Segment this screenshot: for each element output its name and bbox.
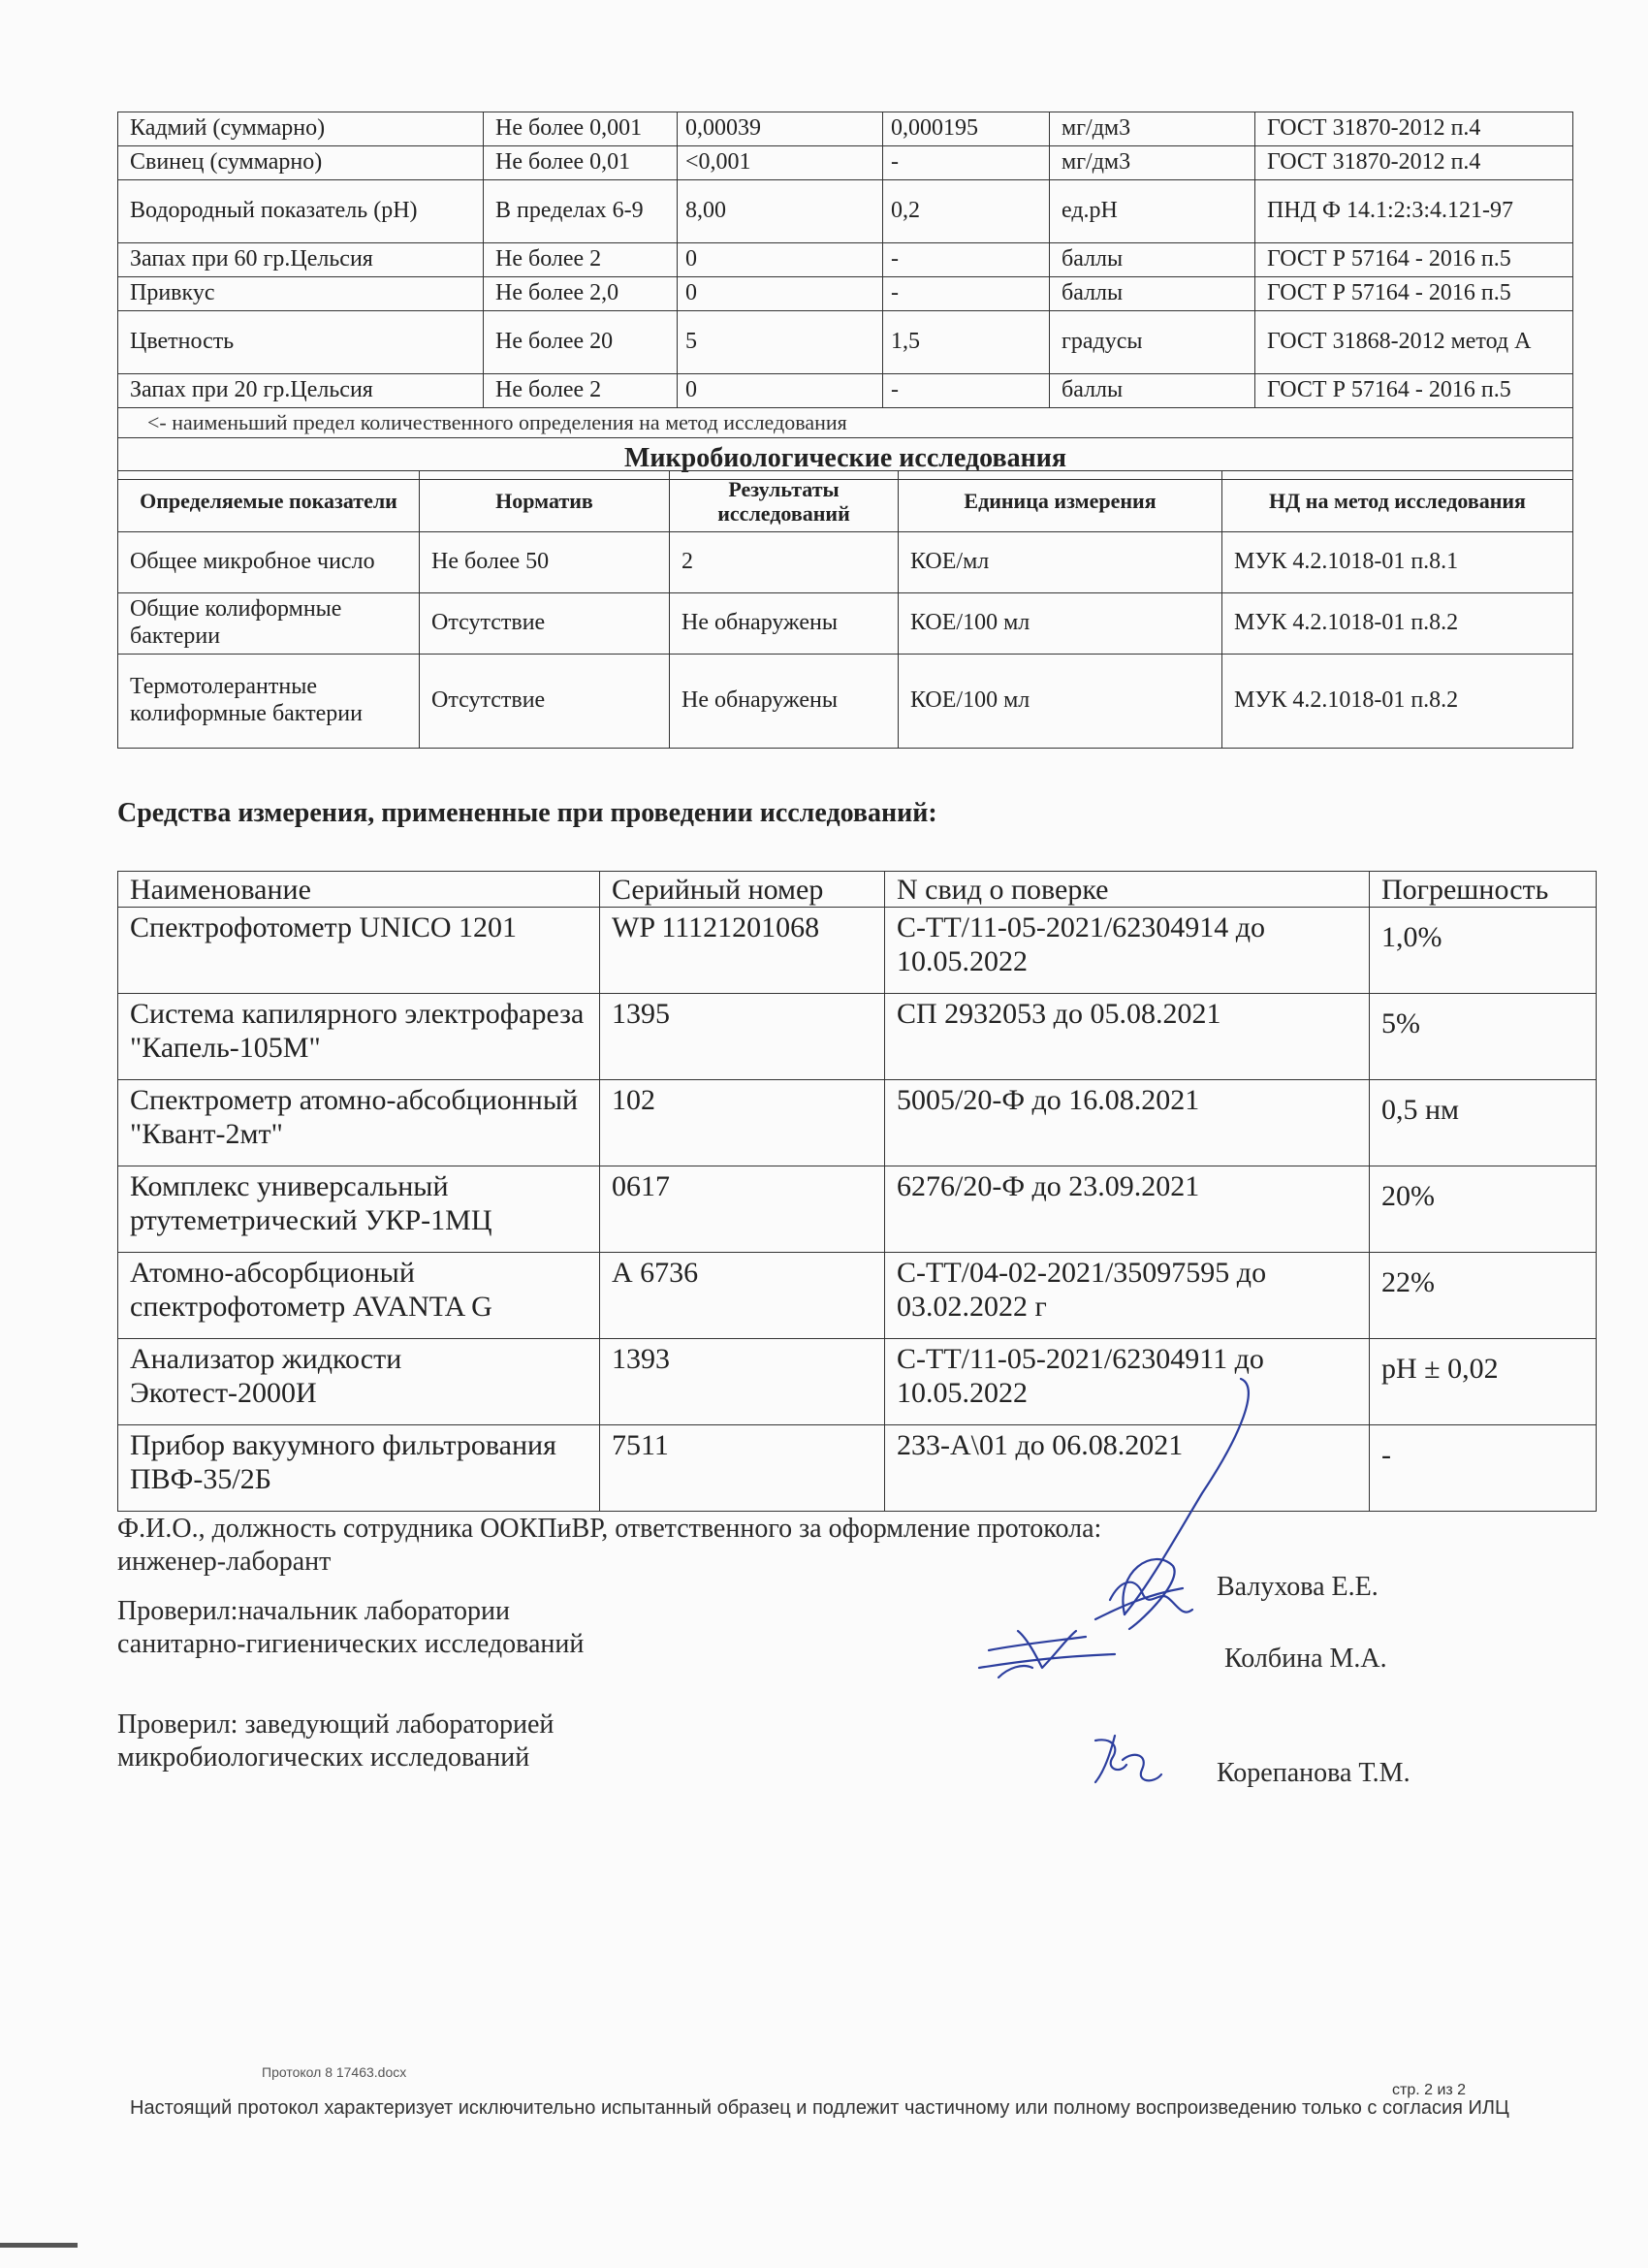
table-row xyxy=(118,112,1573,146)
instrument-name: Анализатор жидкости Экотест-2000И xyxy=(118,1339,600,1425)
result-cell: 2 xyxy=(670,532,899,593)
accuracy: 0,5 нм xyxy=(1370,1080,1597,1166)
result-cell: <0,001 xyxy=(678,146,883,180)
accuracy: - xyxy=(1370,1425,1597,1512)
role-lab-head-dept: санитарно-гигиенических исследований xyxy=(117,1629,585,1659)
method-cell: ГОСТ 31868-2012 метод А xyxy=(1255,311,1573,374)
method-cell: МУК 4.2.1018-01 п.8.2 xyxy=(1222,655,1573,749)
lod-note-row xyxy=(118,408,1573,438)
serial-number: 1393 xyxy=(600,1339,885,1425)
instruments-heading: Средства измерения, примененные при проведении исследований: xyxy=(117,798,937,828)
serial-number: 1395 xyxy=(600,994,885,1080)
table-row xyxy=(118,1425,1597,1512)
unit-cell: мг/дм3 xyxy=(1050,112,1255,146)
serial-number: WP 11121201068 xyxy=(600,908,885,994)
error-cell: 1,5 xyxy=(883,311,1050,374)
indicator-cell: Термотолерантные колиформные бактерии xyxy=(118,655,420,749)
column-header: N свид о поверке xyxy=(885,872,1370,908)
error-cell: 0,2 xyxy=(883,180,1050,243)
table-row xyxy=(118,1339,1597,1425)
instrument-name: Прибор вакуумного фильтрования ПВФ-35/2Б xyxy=(118,1425,600,1512)
norm-cell: Не более 20 xyxy=(484,311,678,374)
chemical-results-table xyxy=(117,112,1573,480)
signatures-intro: Ф.И.О., должность сотрудника ООКПиВР, ответственного за оформление протокола: xyxy=(117,1514,1102,1544)
signer-name: Корепанова Т.М. xyxy=(1217,1758,1410,1788)
instrument-name: Комплекс универсальный ртутеметрический УКР-1МЦ xyxy=(118,1166,600,1253)
serial-number: 7511 xyxy=(600,1425,885,1512)
column-header: НД на метод исследования xyxy=(1222,471,1573,532)
method-cell: ГОСТ Р 57164 - 2016 п.5 xyxy=(1255,243,1573,277)
signer-name: Валухова Е.Е. xyxy=(1217,1572,1379,1602)
norm-cell: Не более 50 xyxy=(420,532,670,593)
accuracy: 20% xyxy=(1370,1166,1597,1253)
norm-cell: Не более 2 xyxy=(484,243,678,277)
lod-note: <- наименьший предел количественного определения на метод исследования xyxy=(118,408,1573,438)
result-cell: 0 xyxy=(678,277,883,311)
certificate: С-ТТ/11-05-2021/62304914 до 10.05.2022 xyxy=(885,908,1370,994)
instrument-name: Система капилярного электрофареза "Капель-105М" xyxy=(118,994,600,1080)
indicator-cell: Общие колиформные бактерии xyxy=(118,593,420,655)
accuracy: pH ± 0,02 xyxy=(1370,1339,1597,1425)
table-row xyxy=(118,311,1573,374)
instrument-name: Спектрофотометр UNICO 1201 xyxy=(118,908,600,994)
method-cell: МУК 4.2.1018-01 п.8.2 xyxy=(1222,593,1573,655)
unit-cell: ед.pH xyxy=(1050,180,1255,243)
indicator-cell: Кадмий (суммарно) xyxy=(118,112,484,146)
result-cell: 0 xyxy=(678,243,883,277)
accuracy: 5% xyxy=(1370,994,1597,1080)
indicator-cell: Цветность xyxy=(118,311,484,374)
column-header: Погрешность xyxy=(1370,872,1597,908)
norm-cell: Отсутствие xyxy=(420,655,670,749)
table-row xyxy=(118,1080,1597,1166)
unit-cell: градусы xyxy=(1050,311,1255,374)
table-row xyxy=(118,146,1573,180)
indicator-cell: Привкус xyxy=(118,277,484,311)
table-row xyxy=(118,243,1573,277)
unit-cell: КОЕ/100 мл xyxy=(899,655,1222,749)
table-row xyxy=(118,655,1573,749)
table-row xyxy=(118,1166,1597,1253)
serial-number: 102 xyxy=(600,1080,885,1166)
norm-cell: В пределах 6-9 xyxy=(484,180,678,243)
unit-cell: КОЕ/мл xyxy=(899,532,1222,593)
result-cell: Не обнаружены xyxy=(670,593,899,655)
norm-cell: Не более 2,0 xyxy=(484,277,678,311)
unit-cell: мг/дм3 xyxy=(1050,146,1255,180)
table-row xyxy=(118,374,1573,408)
norm-cell: Не более 2 xyxy=(484,374,678,408)
certificate: С-ТТ/04-02-2021/35097595 до 03.02.2022 г xyxy=(885,1253,1370,1339)
indicator-cell: Свинец (суммарно) xyxy=(118,146,484,180)
scan-artifact xyxy=(0,2243,78,2248)
table-row xyxy=(118,532,1573,593)
method-cell: ГОСТ 31870-2012 п.4 xyxy=(1255,146,1573,180)
norm-cell: Не более 0,001 xyxy=(484,112,678,146)
column-header: Результаты исследований xyxy=(670,471,899,532)
error-cell: - xyxy=(883,374,1050,408)
role-micro-head-dept: микробиологических исследований xyxy=(117,1742,530,1773)
error-cell: - xyxy=(883,146,1050,180)
column-header: Серийный номер xyxy=(600,872,885,908)
unit-cell: баллы xyxy=(1050,374,1255,408)
certificate: 233-А\01 до 06.08.2021 xyxy=(885,1425,1370,1512)
role-engineer: инженер-лаборант xyxy=(117,1547,332,1577)
table-header-row xyxy=(118,471,1573,532)
accuracy: 22% xyxy=(1370,1253,1597,1339)
certificate: С-ТТ/11-05-2021/62304911 до 10.05.2022 xyxy=(885,1339,1370,1425)
error-cell: - xyxy=(883,243,1050,277)
page-number: стр. 2 из 2 xyxy=(1392,2082,1467,2098)
instruments-table xyxy=(117,871,1597,1512)
instrument-name: Спектрометр атомно-абсобционный "Квант-2мт" xyxy=(118,1080,600,1166)
unit-cell: баллы xyxy=(1050,243,1255,277)
norm-cell: Отсутствие xyxy=(420,593,670,655)
table-header-row xyxy=(118,872,1597,908)
norm-cell: Не более 0,01 xyxy=(484,146,678,180)
column-header: Норматив xyxy=(420,471,670,532)
instrument-name: Атомно-абсорбционый спектрофотометр AVANTA G xyxy=(118,1253,600,1339)
certificate: 6276/20-Ф до 23.09.2021 xyxy=(885,1166,1370,1253)
error-cell: - xyxy=(883,277,1050,311)
result-cell: 0,00039 xyxy=(678,112,883,146)
unit-cell: баллы xyxy=(1050,277,1255,311)
certificate: 5005/20-Ф до 16.08.2021 xyxy=(885,1080,1370,1166)
role-micro-head: Проверил: заведующий лабораторией xyxy=(117,1709,555,1740)
indicator-cell: Водородный показатель (pH) xyxy=(118,180,484,243)
result-cell: 8,00 xyxy=(678,180,883,243)
column-header: Определяемые показатели xyxy=(118,471,420,532)
signer-name: Колбина М.А. xyxy=(1224,1644,1387,1674)
method-cell: МУК 4.2.1018-01 п.8.1 xyxy=(1222,532,1573,593)
method-cell: ПНД Ф 14.1:2:3:4.121-97 xyxy=(1255,180,1573,243)
micro-section-title: Микробиологические исследования xyxy=(118,438,1573,480)
table-row xyxy=(118,277,1573,311)
serial-number: 0617 xyxy=(600,1166,885,1253)
result-cell: 5 xyxy=(678,311,883,374)
accuracy: 1,0% xyxy=(1370,908,1597,994)
error-cell: 0,000195 xyxy=(883,112,1050,146)
result-cell: 0 xyxy=(678,374,883,408)
table-row xyxy=(118,593,1573,655)
method-cell: ГОСТ Р 57164 - 2016 п.5 xyxy=(1255,374,1573,408)
table-row xyxy=(118,994,1597,1080)
role-lab-head: Проверил:начальник лаборатории xyxy=(117,1596,510,1626)
certificate: СП 2932053 до 05.08.2021 xyxy=(885,994,1370,1080)
footer-disclaimer: Настоящий протокол характеризует исключительно испытанный образец и подлежит частичному или полному воспроизведению только с согласия ИЛЦ xyxy=(130,2097,1509,2119)
indicator-cell: Запах при 20 гр.Цельсия xyxy=(118,374,484,408)
micro-results-table xyxy=(117,470,1573,749)
footer-filename: Протокол 8 17463.docx xyxy=(262,2064,407,2080)
table-row xyxy=(118,180,1573,243)
method-cell: ГОСТ 31870-2012 п.4 xyxy=(1255,112,1573,146)
method-cell: ГОСТ Р 57164 - 2016 п.5 xyxy=(1255,277,1573,311)
indicator-cell: Запах при 60 гр.Цельсия xyxy=(118,243,484,277)
serial-number: А 6736 xyxy=(600,1253,885,1339)
table-row xyxy=(118,908,1597,994)
column-header: Наименование xyxy=(118,872,600,908)
result-cell: Не обнаружены xyxy=(670,655,899,749)
table-row xyxy=(118,1253,1597,1339)
unit-cell: КОЕ/100 мл xyxy=(899,593,1222,655)
indicator-cell: Общее микробное число xyxy=(118,532,420,593)
column-header: Единица измерения xyxy=(899,471,1222,532)
